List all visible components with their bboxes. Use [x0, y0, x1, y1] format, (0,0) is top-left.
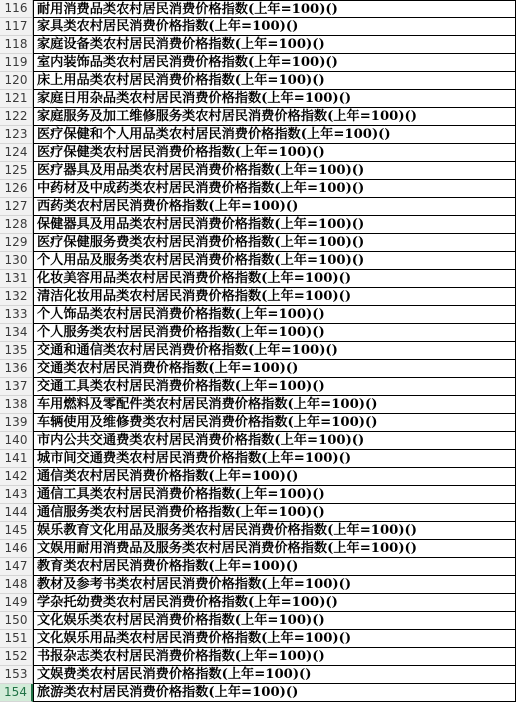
- sheet-row[interactable]: [0, 90, 518, 108]
- cell-a[interactable]: 交通工具类农村居民消费价格指数(上年=100)(): [33, 378, 516, 396]
- cell-a[interactable]: 家庭服务及加工维修服务类农村居民消费价格指数(上年=100)(): [33, 108, 516, 126]
- cell-a[interactable]: 学杂托幼费类农村居民消费价格指数(上年=100)(): [33, 594, 516, 612]
- cell-a[interactable]: 车辆使用及维修费类农村居民消费价格指数(上年=100)(): [33, 414, 516, 432]
- sheet-row[interactable]: [0, 630, 518, 648]
- sheet-row[interactable]: [0, 684, 518, 702]
- sheet-row[interactable]: [0, 396, 518, 414]
- row-number-header[interactable]: 137: [0, 378, 33, 396]
- sheet-row[interactable]: [0, 234, 518, 252]
- row-number-header[interactable]: 148: [0, 576, 33, 594]
- row-number-header[interactable]: 117: [0, 18, 33, 36]
- row-number-header[interactable]: 142: [0, 468, 33, 486]
- row-number-header[interactable]: 127: [0, 198, 33, 216]
- row-number-header[interactable]: 140: [0, 432, 33, 450]
- cell-a[interactable]: 城市间交通费类农村居民消费价格指数(上年=100)(): [33, 450, 516, 468]
- row-number-header[interactable]: 141: [0, 450, 33, 468]
- row-number-header[interactable]: 149: [0, 594, 33, 612]
- row-number-header[interactable]: 151: [0, 630, 33, 648]
- row-number-header[interactable]: 129: [0, 234, 33, 252]
- row-number-header[interactable]: 131: [0, 270, 33, 288]
- sheet-row[interactable]: [0, 270, 518, 288]
- sheet-row[interactable]: [0, 378, 518, 396]
- row-number-header[interactable]: 123: [0, 126, 33, 144]
- sheet-row[interactable]: [0, 126, 518, 144]
- row-number-header[interactable]: 139: [0, 414, 33, 432]
- cell-a[interactable]: 书报杂志类农村居民消费价格指数(上年=100)(): [33, 648, 516, 666]
- sheet-row[interactable]: [0, 198, 518, 216]
- cell-a[interactable]: 通信服务类农村居民消费价格指数(上年=100)(): [33, 504, 516, 522]
- cell-a[interactable]: 医疗保健和个人用品类农村居民消费价格指数(上年=100)(): [33, 126, 516, 144]
- sheet-row[interactable]: [0, 648, 518, 666]
- cell-a[interactable]: 教材及参考书类农村居民消费价格指数(上年=100)(): [33, 576, 516, 594]
- row-number-header[interactable]: 122: [0, 108, 33, 126]
- cell-a[interactable]: 家庭设备类农村居民消费价格指数(上年=100)(): [33, 36, 516, 54]
- row-number-header[interactable]: 145: [0, 522, 33, 540]
- sheet-row[interactable]: [0, 594, 518, 612]
- sheet-row[interactable]: [0, 360, 518, 378]
- cell-a[interactable]: 教育类农村居民消费价格指数(上年=100)(): [33, 558, 516, 576]
- sheet-row[interactable]: [0, 504, 518, 522]
- cell-a[interactable]: 文化娱乐类农村居民消费价格指数(上年=100)(): [33, 612, 516, 630]
- row-number-header[interactable]: 136: [0, 360, 33, 378]
- cell-a[interactable]: 个人饰品类农村居民消费价格指数(上年=100)(): [33, 306, 516, 324]
- sheet-row[interactable]: [0, 522, 518, 540]
- row-number-header[interactable]: 125: [0, 162, 33, 180]
- row-number-header[interactable]: 116: [0, 0, 33, 18]
- sheet-row[interactable]: [0, 72, 518, 90]
- cell-a[interactable]: 床上用品类农村居民消费价格指数(上年=100)(): [33, 72, 516, 90]
- sheet-row[interactable]: [0, 288, 518, 306]
- sheet-row[interactable]: [0, 324, 518, 342]
- row-number-header[interactable]: 132: [0, 288, 33, 306]
- sheet-row[interactable]: [0, 576, 518, 594]
- cell-a[interactable]: 文娱用耐用消费品及服务类农村居民消费价格指数(上年=100)(): [33, 540, 516, 558]
- cell-a[interactable]: 清洁化妆用品类农村居民消费价格指数(上年=100)(): [33, 288, 516, 306]
- cell-a[interactable]: 耐用消费品类农村居民消费价格指数(上年=100)(): [33, 0, 516, 18]
- cell-a[interactable]: 交通和通信类农村居民消费价格指数(上年=100)(): [33, 342, 516, 360]
- row-number-header[interactable]: 124: [0, 144, 33, 162]
- row-number-header[interactable]: 134: [0, 324, 33, 342]
- sheet-row[interactable]: [0, 216, 518, 234]
- row-number-header[interactable]: 150: [0, 612, 33, 630]
- cell-a[interactable]: 文化娱乐用品类农村居民消费价格指数(上年=100)(): [33, 630, 516, 648]
- row-number-header[interactable]: 128: [0, 216, 33, 234]
- sheet-row[interactable]: [0, 450, 518, 468]
- cell-a[interactable]: 娱乐教育文化用品及服务类农村居民消费价格指数(上年=100)(): [33, 522, 516, 540]
- sheet-row[interactable]: [0, 612, 518, 630]
- sheet-row[interactable]: [0, 54, 518, 72]
- cell-a[interactable]: 家具类农村居民消费价格指数(上年=100)(): [33, 18, 516, 36]
- row-number-header[interactable]: 154: [0, 684, 33, 702]
- cell-a[interactable]: 通信工具类农村居民消费价格指数(上年=100)(): [33, 486, 516, 504]
- cell-a[interactable]: 西药类农村居民消费价格指数(上年=100)(): [33, 198, 516, 216]
- sheet-row[interactable]: [0, 486, 518, 504]
- row-number-header[interactable]: 147: [0, 558, 33, 576]
- sheet-row[interactable]: [0, 18, 518, 36]
- cell-a[interactable]: 中药材及中成药类农村居民消费价格指数(上年=100)(): [33, 180, 516, 198]
- sheet-row[interactable]: [0, 306, 518, 324]
- row-number-header[interactable]: 138: [0, 396, 33, 414]
- row-number-header[interactable]: 130: [0, 252, 33, 270]
- sheet-row[interactable]: [0, 666, 518, 684]
- sheet-row[interactable]: [0, 558, 518, 576]
- sheet-row[interactable]: [0, 0, 518, 18]
- cell-a[interactable]: 保健器具及用品类农村居民消费价格指数(上年=100)(): [33, 216, 516, 234]
- sheet-row[interactable]: [0, 432, 518, 450]
- sheet-row[interactable]: [0, 252, 518, 270]
- cell-a[interactable]: 医疗保健类农村居民消费价格指数(上年=100)(): [33, 144, 516, 162]
- row-number-header[interactable]: 119: [0, 54, 33, 72]
- row-number-header[interactable]: 146: [0, 540, 33, 558]
- sheet-row[interactable]: [0, 540, 518, 558]
- cell-a[interactable]: 市内公共交通费类农村居民消费价格指数(上年=100)(): [33, 432, 516, 450]
- cell-a[interactable]: 旅游类农村居民消费价格指数(上年=100)(): [33, 684, 516, 702]
- sheet-row[interactable]: [0, 144, 518, 162]
- sheet-row[interactable]: [0, 108, 518, 126]
- row-number-header[interactable]: 143: [0, 486, 33, 504]
- cell-a[interactable]: 医疗器具及用品类农村居民消费价格指数(上年=100)(): [33, 162, 516, 180]
- row-number-header[interactable]: 118: [0, 36, 33, 54]
- cell-a[interactable]: 车用燃料及零配件类农村居民消费价格指数(上年=100)(): [33, 396, 516, 414]
- row-number-header[interactable]: 144: [0, 504, 33, 522]
- sheet-row[interactable]: [0, 36, 518, 54]
- cell-a[interactable]: 交通类农村居民消费价格指数(上年=100)(): [33, 360, 516, 378]
- row-number-header[interactable]: 152: [0, 648, 33, 666]
- row-number-header[interactable]: 126: [0, 180, 33, 198]
- sheet-row[interactable]: [0, 468, 518, 486]
- cell-a[interactable]: 室内装饰品类农村居民消费价格指数(上年=100)(): [33, 54, 516, 72]
- sheet-row[interactable]: [0, 414, 518, 432]
- row-number-header[interactable]: 121: [0, 90, 33, 108]
- row-number-header[interactable]: 120: [0, 72, 33, 90]
- cell-a[interactable]: 个人服务类农村居民消费价格指数(上年=100)(): [33, 324, 516, 342]
- cell-a[interactable]: 文娱费类农村居民消费价格指数(上年=100)(): [33, 666, 516, 684]
- sheet-row[interactable]: [0, 162, 518, 180]
- cell-a[interactable]: 家庭日用杂品类农村居民消费价格指数(上年=100)(): [33, 90, 516, 108]
- cell-a[interactable]: 个人用品及服务类农村居民消费价格指数(上年=100)(): [33, 252, 516, 270]
- cell-a[interactable]: 通信类农村居民消费价格指数(上年=100)(): [33, 468, 516, 486]
- row-number-header[interactable]: 153: [0, 666, 33, 684]
- sheet-row[interactable]: [0, 180, 518, 198]
- sheet-row[interactable]: [0, 342, 518, 360]
- row-number-header[interactable]: 133: [0, 306, 33, 324]
- cell-a[interactable]: 化妆美容用品类农村居民消费价格指数(上年=100)(): [33, 270, 516, 288]
- row-number-header[interactable]: 135: [0, 342, 33, 360]
- cell-a[interactable]: 医疗保健服务费类农村居民消费价格指数(上年=100)(): [33, 234, 516, 252]
